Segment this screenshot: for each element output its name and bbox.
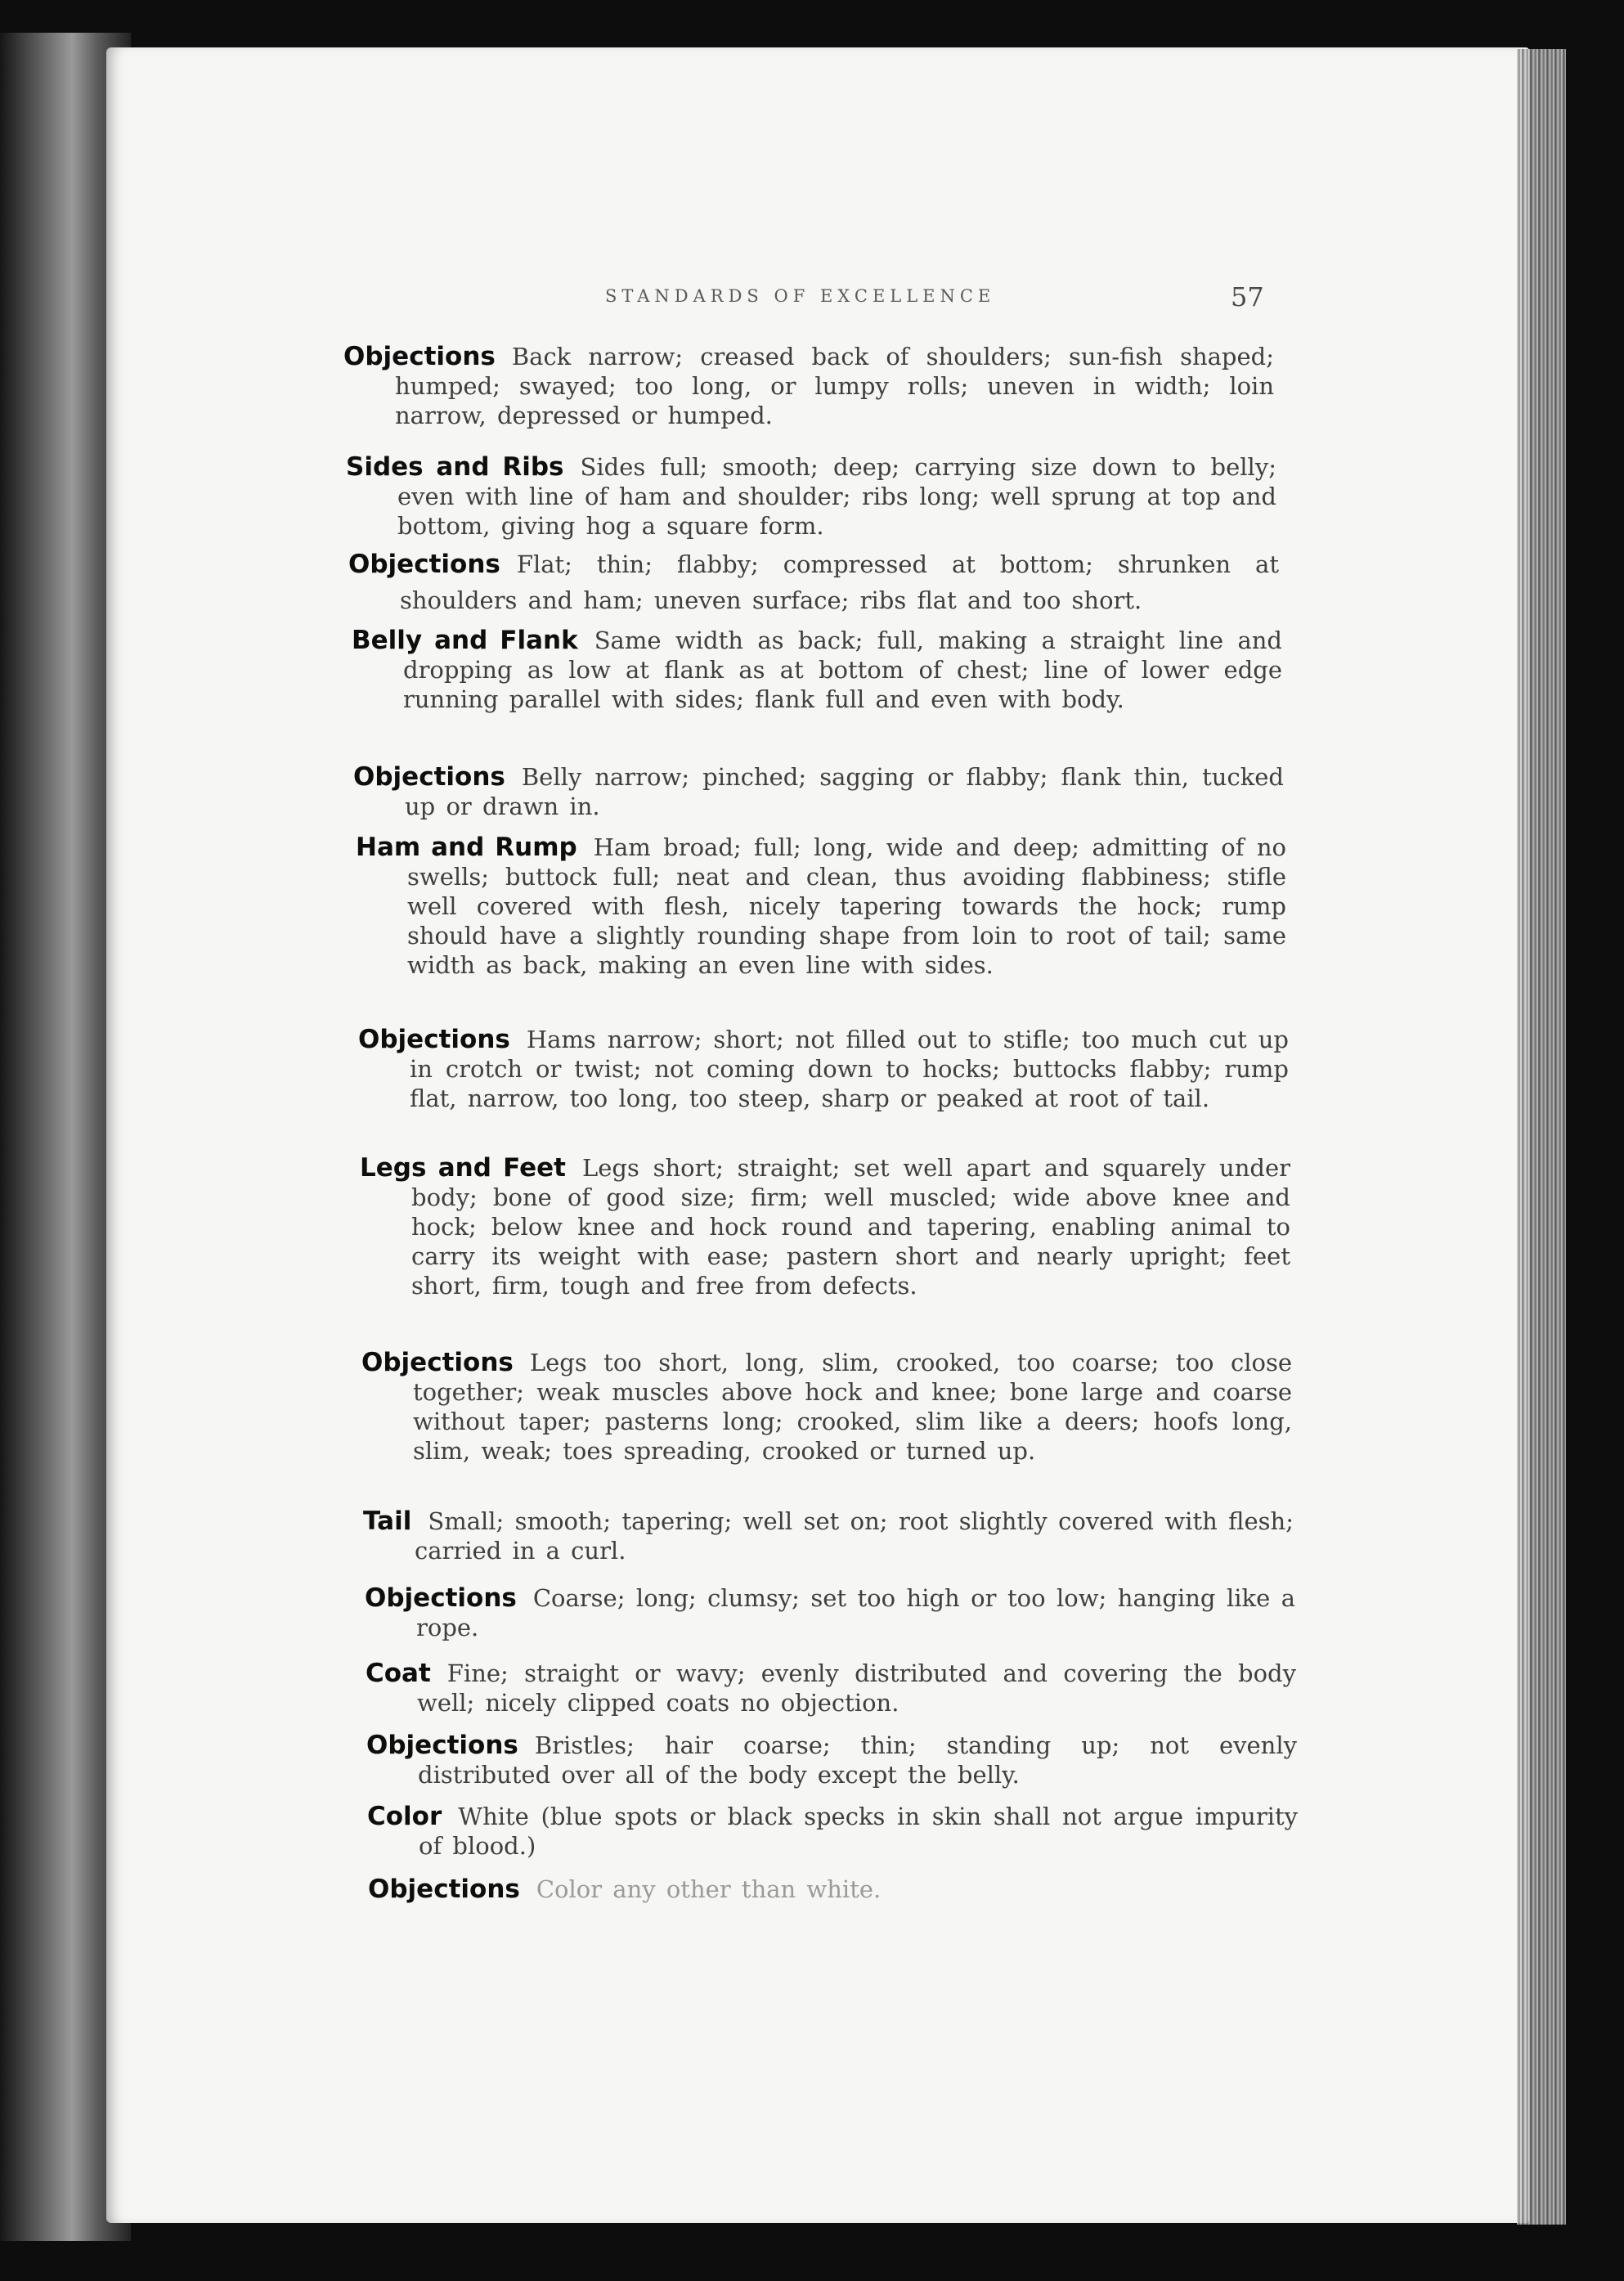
entry-text: Bristles; hair coarse; thin; standing up; not evenly distributed over all of the body except the belly. <box>418 1731 1297 1789</box>
entry-text: Same width as back; full, making a straight line and dropping as low at flank as at bottom of chest; line of lower edge running parallel with sides; flank full and even with body. <box>403 626 1282 713</box>
entry-coat <box>366 1659 1296 1717</box>
entry-objections-ham <box>358 1025 1289 1113</box>
running-head: STANDARDS OF EXCELLENCE <box>605 286 996 306</box>
page-stack-edge <box>1517 49 1566 2225</box>
entry-term: Objections <box>343 342 496 371</box>
entry-objections-back <box>343 342 1274 430</box>
entry-term: Objections <box>368 1875 520 1904</box>
entry-term: Ham and Rump <box>356 833 577 862</box>
entry-term: Objections <box>358 1025 510 1054</box>
entry-term: Legs and Feet <box>360 1153 566 1183</box>
entry-objections-color <box>368 1875 1299 1904</box>
entry-term: Sides and Ribs <box>346 452 564 482</box>
entry-sides-and-ribs <box>346 452 1276 541</box>
entry-term: Tail <box>363 1506 412 1536</box>
entry-text: Small; smooth; tapering; well set on; root slightly covered with flesh; carried in a curl. <box>415 1507 1294 1565</box>
entry-text: Legs short; straight; set well apart and squarely under body; bone of good size; firm; well muscled; wide above knee and hock; below knee and hock round and tapering, enabling animal to carry its weight with ease; pastern short and nearly upright; feet short, firm, tough and free from defects. <box>411 1154 1290 1300</box>
entry-text: Flat; thin; flabby; compressed at bottom; shrunken at shoulders and ham; uneven surface; ribs flat and too short. <box>400 550 1279 614</box>
entry-term: Objections <box>361 1348 514 1377</box>
entry-objections-sides <box>348 546 1279 618</box>
entry-term: Color <box>367 1802 442 1831</box>
entry-term: Coat <box>366 1659 431 1688</box>
entry-belly-and-flank <box>352 626 1282 714</box>
entry-term: Objections <box>365 1583 517 1613</box>
entry-objections-legs <box>361 1348 1292 1466</box>
entry-text: Hams narrow; short; not filled out to stifle; too much cut up in crotch or twist; not coming down to hocks; buttocks flabby; rump flat, narrow, too long, too steep, sharp or peaked at root of tail. <box>410 1026 1289 1112</box>
entry-term: Belly and Flank <box>352 626 578 655</box>
entry-text: Legs too short, long, slim, crooked, too coarse; too close together; weak muscles above hock and knee; bone large and coarse without taper; pasterns long; crooked, slim like a deers; hoofs long, slim, weak; toes spreading, crooked or turned up. <box>413 1349 1292 1465</box>
entry-objections-coat <box>366 1731 1297 1789</box>
page-number: 57 <box>1231 281 1264 312</box>
entry-term: Objections <box>348 550 500 579</box>
entry-color <box>367 1802 1298 1861</box>
entry-ham-and-rump <box>356 833 1286 980</box>
entry-text: White (blue spots or black specks in skin shall not argue impurity of blood.) <box>419 1803 1298 1860</box>
entry-objections-tail <box>365 1583 1295 1642</box>
entry-tail <box>363 1506 1294 1565</box>
entry-text: Belly narrow; pinched; sagging or flabby; flank thin, tucked up or drawn in. <box>405 763 1284 820</box>
entry-text: Sides full; smooth; deep; carrying size down to belly; even with line of ham and shoulder; ribs long; well sprung at top and bottom, giving hog a square form. <box>397 453 1276 540</box>
entry-text: Color any other than white. <box>536 1875 882 1903</box>
entry-text: Fine; straight or wavy; evenly distributed and covering the body well; nicely clipped coats no objection. <box>417 1659 1296 1717</box>
entry-objections-belly <box>353 762 1284 821</box>
entry-text: Back narrow; creased back of shoulders; sun-fish shaped; humped; swayed; too long, or lumpy rolls; uneven in width; loin narrow, depressed or humped. <box>395 343 1274 429</box>
entry-term: Objections <box>366 1731 518 1760</box>
entry-legs-and-feet <box>360 1153 1290 1300</box>
entry-text: Coarse; long; clumsy; set too high or too low; hanging like a rope. <box>416 1584 1295 1641</box>
entry-text: Ham broad; full; long, wide and deep; admitting of no swells; buttock full; neat and clean, thus avoiding flabbiness; stifle well covered with flesh, nicely tapering towards the hock; rump should have a slightly rounding shape from loin to root of tail; same width as back, making an even line with sides. <box>407 833 1286 979</box>
entry-term: Objections <box>353 762 505 792</box>
